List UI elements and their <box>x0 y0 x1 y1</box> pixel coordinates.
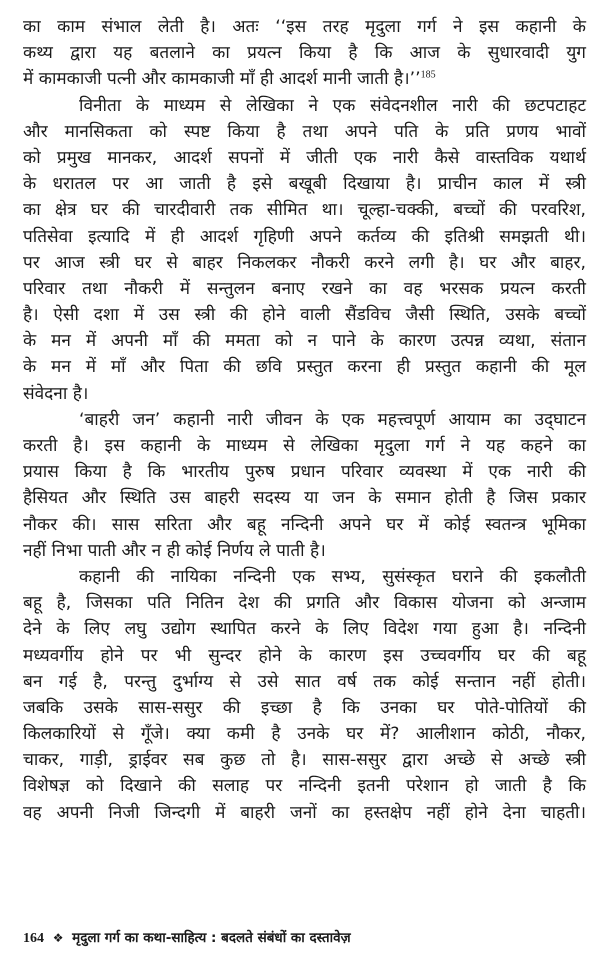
text-line: परिवार तथा नौकरी में सन्तुलन बनाए रखने का वह भरसक प्रयत्न करती <box>23 278 586 299</box>
text-line: में कामकाजी पत्नी और कामकाजी माँ ही आदर्श मानी जाती है।’’ <box>23 69 421 90</box>
paragraph-3 <box>23 407 586 564</box>
text-line: विशेषज्ञ को दिखाने की सलाह पर नन्दिनी इतनी परेशान हो जाती है कि <box>23 776 586 797</box>
text-line: नौकर की। सास सरिता और बहू नन्दिनी अपने घर में कोई स्वतन्त्र भूमिका <box>23 514 586 535</box>
text-line: बन गई है, परन्तु दुर्भाग्य से उसे सात वर्ष तक कोई सन्तान नहीं होती। <box>23 671 586 692</box>
text-line: नहीं निभा पाती और न ही कोई निर्णय ले पाती है। <box>23 540 326 561</box>
page-number: 164 <box>23 931 44 946</box>
text-line: वह अपनी निजी जिन्दगी में बाहरी जनों का हस्तक्षेप नहीं होने देना चाहती। <box>23 802 586 823</box>
text-line: के मन में माँ और पिता की छवि प्रस्तुत करना ही प्रस्तुत कहानी की मूल <box>23 357 586 378</box>
text-line: कहानी की नायिका नन्दिनी एक सभ्य, सुसंस्कृत घराने की इकलौती <box>79 566 586 587</box>
text-line: किलकारियों से गूँजे। क्या कमी है उनके घर में? आलीशान कोठी, नौकर, <box>23 724 586 745</box>
text-line: का क्षेत्र घर की चारदीवारी तक सीमित था। चूल्हा-चक्की, बच्चों की परवरिश, <box>23 200 586 221</box>
page-body <box>23 14 586 826</box>
page-footer <box>23 928 351 947</box>
text-line: संवेदना है। <box>23 383 89 404</box>
text-line: पर आज स्त्री घर से बाहर निकलकर नौकरी करने लगी है। घर और बाहर, <box>23 252 586 273</box>
text-line: विनीता के माध्यम से लेखिका ने एक संवेदनशील नारी की छटपटाहट <box>79 95 586 116</box>
text-line: मध्यवर्गीय होने पर भी सुन्दर होने के कारण इस उच्चवर्गीय घर की बहू <box>23 645 586 666</box>
text-line: जबकि उसके सास-ससुर की इच्छा है कि उनका घर पोते-पोतियों की <box>23 697 586 718</box>
paragraph-2 <box>23 93 586 407</box>
text-line: करती है। इस कहानी के माध्यम से लेखिका मृदुला गर्ग ने यह कहने का <box>23 436 586 456</box>
text-line: और मानसिकता को स्पष्ट किया है तथा अपने पति के प्रति प्रणय भावों <box>23 121 586 142</box>
ornament-icon: ❖ <box>52 931 64 945</box>
text-line: प्रयास किया है कि भारतीय पुरुष प्रधान परिवार व्यवस्था में एक नारी की <box>23 462 586 483</box>
text-line: को प्रमुख मानकर, आदर्श सपनों में जीती एक नारी कैसे वास्तविक यथार्थ <box>23 147 586 168</box>
running-title: मृदुला गर्ग का कथा-साहित्य : बदलते संबंधों का दस्तावेज़ <box>72 930 351 946</box>
text-line: हैसियत और स्थिति उस बाहरी सदस्य या जन के समान होती है जिस प्रकार <box>23 488 586 509</box>
text-line: है। ऐसी दशा में उस स्त्री की होने वाली सैंडविच जैसी स्थिति, उसके बच्चों <box>23 305 586 326</box>
text-line: कथ्य द्वारा यह बतलाने का प्रयत्न किया है कि आज के सुधारवादी युग <box>23 43 586 64</box>
text-line-with-footnote <box>23 66 586 92</box>
footnote-reference: 185 <box>420 69 436 81</box>
paragraph-1 <box>23 14 586 93</box>
text-line: के धरातल पर आ जाती है इसे बखूबी दिखाया है। प्राचीन काल में स्त्री <box>23 174 586 195</box>
text-line: पतिसेवा इत्यादि में ही आदर्श गृहिणी अपने कर्तव्य की इतिश्री समझती थी। <box>23 226 586 247</box>
paragraph-4 <box>23 564 586 826</box>
text-line: का काम संभाल लेती है। अतः ‘‘इस तरह मृदुला गर्ग ने इस कहानी के <box>23 17 586 37</box>
text-line: देने के लिए लघु उद्योग स्थापित करने के लिए विदेश गया हुआ है। नन्दिनी <box>23 619 586 640</box>
text-line: ‘बाहरी जन’ कहानी नारी जीवन के एक महत्त्वपूर्ण आयाम का उद्‌घाटन <box>79 409 586 430</box>
text-line: के मन में अपनी माँ की ममता को न पाने के कारण उत्पन्न व्यथा, संतान <box>23 331 586 352</box>
text-line: चाकर, गाड़ी, ड्राईवर सब कुछ तो है। सास-ससुर द्वारा अच्छे से अच्छे स्त्री <box>23 750 586 771</box>
text-line: बहू है, जिसका पति नितिन देश की प्रगति और विकास योजना को अन्जाम <box>23 593 586 614</box>
